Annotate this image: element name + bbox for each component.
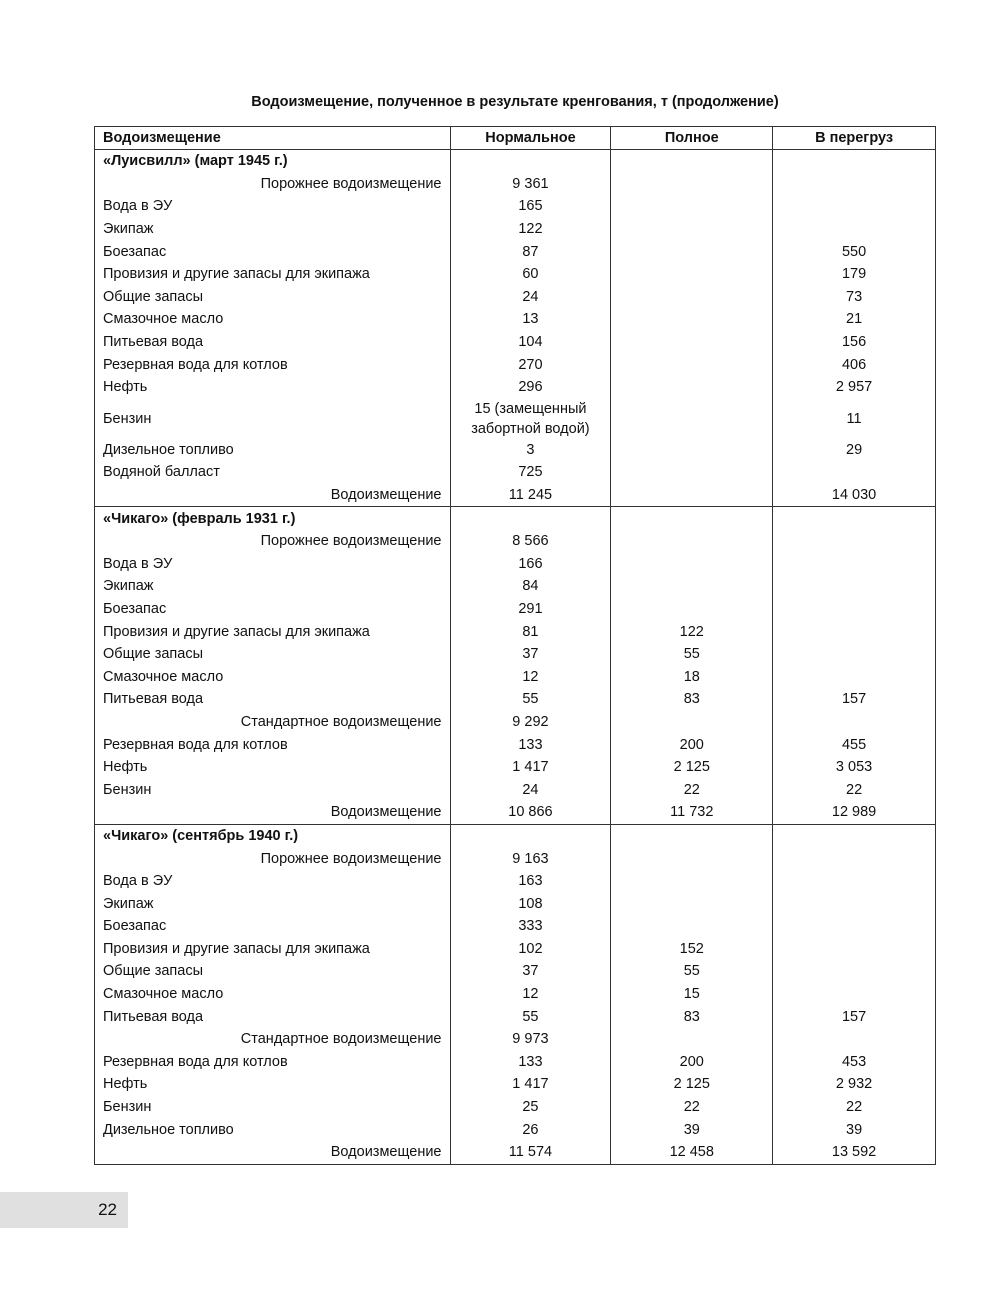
row-label: Дизельное топливо [95, 1118, 451, 1141]
full-value: 22 [611, 778, 773, 801]
table-row [95, 938, 936, 961]
full-value [611, 847, 773, 870]
table-row [95, 733, 936, 756]
row-label: Порожнее водоизмещение [95, 173, 451, 196]
section-title: «Чикаго» (сентябрь 1940 г.) [95, 824, 451, 847]
normal-value: 9 973 [450, 1028, 611, 1051]
table-row [95, 892, 936, 915]
full-value: 200 [611, 733, 773, 756]
normal-value: 55 [450, 688, 611, 711]
row-label: Стандартное водоизмещение [95, 711, 451, 734]
overload-value: 14 030 [773, 484, 936, 507]
full-value [611, 399, 773, 439]
table-row [95, 308, 936, 331]
table-row [95, 286, 936, 309]
normal-value: 12 [450, 983, 611, 1006]
row-label: Порожнее водоизмещение [95, 847, 451, 870]
row-label: Водоизмещение [95, 801, 451, 824]
full-value [611, 331, 773, 354]
row-label: Питьевая вода [95, 331, 451, 354]
row-label: Нефть [95, 376, 451, 399]
table-row [95, 376, 936, 399]
normal-value: 10 866 [450, 801, 611, 824]
table-row [95, 353, 936, 376]
overload-value: 29 [773, 439, 936, 462]
overload-value: 455 [773, 733, 936, 756]
overload-value: 179 [773, 263, 936, 286]
normal-value: 12 [450, 665, 611, 688]
overload-value: 406 [773, 353, 936, 376]
row-label: Водоизмещение [95, 484, 451, 507]
normal-value: 37 [450, 643, 611, 666]
table-row [95, 439, 936, 462]
table-row [95, 1073, 936, 1096]
row-label: Экипаж [95, 892, 451, 915]
row-label: Резервная вода для котлов [95, 353, 451, 376]
full-value: 39 [611, 1118, 773, 1141]
header-overload: В перегруз [773, 127, 936, 150]
section-header-row [95, 824, 936, 847]
normal-value: 55 [450, 1005, 611, 1028]
normal-value: 24 [450, 778, 611, 801]
overload-value: 157 [773, 688, 936, 711]
normal-value: 9 361 [450, 173, 611, 196]
row-label: Стандартное водоизмещение [95, 1028, 451, 1051]
normal-value: 84 [450, 575, 611, 598]
header-normal: Нормальное [450, 127, 611, 150]
full-value [611, 439, 773, 462]
overload-value [773, 575, 936, 598]
table-row [95, 1096, 936, 1119]
table-row [95, 195, 936, 218]
normal-value: 165 [450, 195, 611, 218]
overload-value [773, 983, 936, 1006]
table-row [95, 870, 936, 893]
overload-value [773, 938, 936, 961]
table-row [95, 620, 936, 643]
normal-value: 87 [450, 240, 611, 263]
row-label: Бензин [95, 399, 451, 439]
row-label: Экипаж [95, 575, 451, 598]
table-row [95, 983, 936, 1006]
normal-value-line: забортной водой) [471, 420, 590, 437]
table-row [95, 399, 936, 439]
full-value [611, 484, 773, 507]
normal-value: 725 [450, 461, 611, 484]
table-row [95, 263, 936, 286]
normal-value: 9 163 [450, 847, 611, 870]
full-value [611, 892, 773, 915]
table-row [95, 530, 936, 553]
header-full: Полное [611, 127, 773, 150]
overload-value: 73 [773, 286, 936, 309]
row-label: Провизия и другие запасы для экипажа [95, 620, 451, 643]
row-label: Общие запасы [95, 286, 451, 309]
overload-value: 3 053 [773, 756, 936, 779]
overload-value [773, 643, 936, 666]
row-label: Провизия и другие запасы для экипажа [95, 263, 451, 286]
displacement-table [94, 126, 936, 1165]
row-label: Водоизмещение [95, 1141, 451, 1164]
full-value [611, 553, 773, 576]
table-row [95, 847, 936, 870]
table-row [95, 240, 936, 263]
row-label: Нефть [95, 756, 451, 779]
full-value [611, 530, 773, 553]
normal-value: 25 [450, 1096, 611, 1119]
table-row [95, 688, 936, 711]
full-value: 11 732 [611, 801, 773, 824]
table-row [95, 756, 936, 779]
row-label: Боезапас [95, 915, 451, 938]
overload-value [773, 1028, 936, 1051]
normal-value: 296 [450, 376, 611, 399]
table-row [95, 461, 936, 484]
table-row [95, 598, 936, 621]
full-value [611, 376, 773, 399]
table-row [95, 801, 936, 824]
overload-value: 13 592 [773, 1141, 936, 1164]
page-number: 22 [0, 1192, 128, 1228]
overload-value: 22 [773, 778, 936, 801]
table-row [95, 553, 936, 576]
normal-value [450, 399, 611, 439]
full-value [611, 598, 773, 621]
full-value: 55 [611, 960, 773, 983]
normal-value-line: 15 (замещенный [474, 400, 587, 417]
row-label: Боезапас [95, 240, 451, 263]
full-value: 152 [611, 938, 773, 961]
empty-cell [611, 150, 773, 173]
full-value [611, 575, 773, 598]
normal-value: 133 [450, 733, 611, 756]
full-value: 122 [611, 620, 773, 643]
overload-value [773, 665, 936, 688]
row-label: Дизельное топливо [95, 439, 451, 462]
full-value [611, 173, 773, 196]
full-value: 200 [611, 1051, 773, 1074]
empty-cell [773, 824, 936, 847]
section-header-row [95, 150, 936, 173]
empty-cell [611, 824, 773, 847]
overload-value: 157 [773, 1005, 936, 1028]
full-value: 83 [611, 1005, 773, 1028]
overload-value [773, 530, 936, 553]
normal-value: 333 [450, 915, 611, 938]
empty-cell [773, 507, 936, 530]
overload-value: 453 [773, 1051, 936, 1074]
empty-cell [611, 507, 773, 530]
full-value: 55 [611, 643, 773, 666]
overload-value [773, 173, 936, 196]
overload-value [773, 598, 936, 621]
normal-value: 3 [450, 439, 611, 462]
table-row [95, 778, 936, 801]
normal-value: 108 [450, 892, 611, 915]
empty-cell [450, 824, 611, 847]
full-value [611, 353, 773, 376]
full-value [611, 263, 773, 286]
table-row [95, 218, 936, 241]
overload-value [773, 195, 936, 218]
full-value [611, 711, 773, 734]
normal-value: 1 417 [450, 756, 611, 779]
row-label: Экипаж [95, 218, 451, 241]
normal-value: 24 [450, 286, 611, 309]
table-row [95, 665, 936, 688]
full-value [611, 870, 773, 893]
full-value [611, 195, 773, 218]
row-label: Резервная вода для котлов [95, 733, 451, 756]
full-value: 22 [611, 1096, 773, 1119]
row-label: Смазочное масло [95, 983, 451, 1006]
header-row [95, 127, 936, 150]
overload-value [773, 915, 936, 938]
row-label: Нефть [95, 1073, 451, 1096]
normal-value: 26 [450, 1118, 611, 1141]
table-row [95, 1005, 936, 1028]
row-label: Провизия и другие запасы для экипажа [95, 938, 451, 961]
overload-value: 39 [773, 1118, 936, 1141]
table-row [95, 1141, 936, 1164]
overload-value [773, 892, 936, 915]
full-value [611, 286, 773, 309]
overload-value: 22 [773, 1096, 936, 1119]
row-label: Смазочное масло [95, 308, 451, 331]
full-value: 15 [611, 983, 773, 1006]
row-label: Порожнее водоизмещение [95, 530, 451, 553]
table-row [95, 1118, 936, 1141]
empty-cell [773, 150, 936, 173]
full-value [611, 461, 773, 484]
table-row [95, 1028, 936, 1051]
full-value [611, 218, 773, 241]
empty-cell [450, 150, 611, 173]
overload-value [773, 553, 936, 576]
normal-value: 291 [450, 598, 611, 621]
normal-value: 11 574 [450, 1141, 611, 1164]
row-label: Общие запасы [95, 960, 451, 983]
normal-value: 166 [450, 553, 611, 576]
section-title: «Луисвилл» (март 1945 г.) [95, 150, 451, 173]
table-row [95, 1051, 936, 1074]
row-label: Водяной балласт [95, 461, 451, 484]
full-value: 83 [611, 688, 773, 711]
full-value [611, 1028, 773, 1051]
table-row [95, 484, 936, 507]
overload-value [773, 711, 936, 734]
full-value: 12 458 [611, 1141, 773, 1164]
full-value: 2 125 [611, 756, 773, 779]
normal-value: 104 [450, 331, 611, 354]
normal-value: 163 [450, 870, 611, 893]
normal-value: 270 [450, 353, 611, 376]
table-row [95, 331, 936, 354]
overload-value: 2 957 [773, 376, 936, 399]
overload-value: 12 989 [773, 801, 936, 824]
row-label: Вода в ЭУ [95, 870, 451, 893]
full-value [611, 240, 773, 263]
section-title: «Чикаго» (февраль 1931 г.) [95, 507, 451, 530]
normal-value: 13 [450, 308, 611, 331]
full-value: 18 [611, 665, 773, 688]
overload-value: 21 [773, 308, 936, 331]
row-label: Смазочное масло [95, 665, 451, 688]
normal-value: 9 292 [450, 711, 611, 734]
row-label: Вода в ЭУ [95, 195, 451, 218]
row-label: Питьевая вода [95, 688, 451, 711]
overload-value: 2 932 [773, 1073, 936, 1096]
normal-value: 60 [450, 263, 611, 286]
normal-value: 1 417 [450, 1073, 611, 1096]
section-header-row [95, 507, 936, 530]
row-label: Резервная вода для котлов [95, 1051, 451, 1074]
normal-value: 11 245 [450, 484, 611, 507]
overload-value [773, 847, 936, 870]
full-value [611, 308, 773, 331]
header-displacement: Водоизмещение [95, 127, 451, 150]
table-row [95, 173, 936, 196]
row-label: Бензин [95, 778, 451, 801]
row-label: Бензин [95, 1096, 451, 1119]
row-label: Вода в ЭУ [95, 553, 451, 576]
overload-value: 550 [773, 240, 936, 263]
overload-value [773, 461, 936, 484]
table-row [95, 711, 936, 734]
overload-value: 156 [773, 331, 936, 354]
normal-value: 37 [450, 960, 611, 983]
normal-value: 122 [450, 218, 611, 241]
table-row [95, 643, 936, 666]
table-row [95, 915, 936, 938]
normal-value: 102 [450, 938, 611, 961]
row-label: Боезапас [95, 598, 451, 621]
overload-value [773, 218, 936, 241]
row-label: Питьевая вода [95, 1005, 451, 1028]
table-body [95, 150, 936, 1165]
row-label: Общие запасы [95, 643, 451, 666]
normal-value: 133 [450, 1051, 611, 1074]
full-value [611, 915, 773, 938]
table-caption: Водоизмещение, полученное в результате кренгования, т (продолжение) [251, 94, 779, 110]
full-value: 2 125 [611, 1073, 773, 1096]
overload-value [773, 870, 936, 893]
overload-value [773, 960, 936, 983]
normal-value: 8 566 [450, 530, 611, 553]
table-row [95, 960, 936, 983]
empty-cell [450, 507, 611, 530]
normal-value: 81 [450, 620, 611, 643]
table-row [95, 575, 936, 598]
overload-value [773, 620, 936, 643]
overload-value: 11 [773, 399, 936, 439]
